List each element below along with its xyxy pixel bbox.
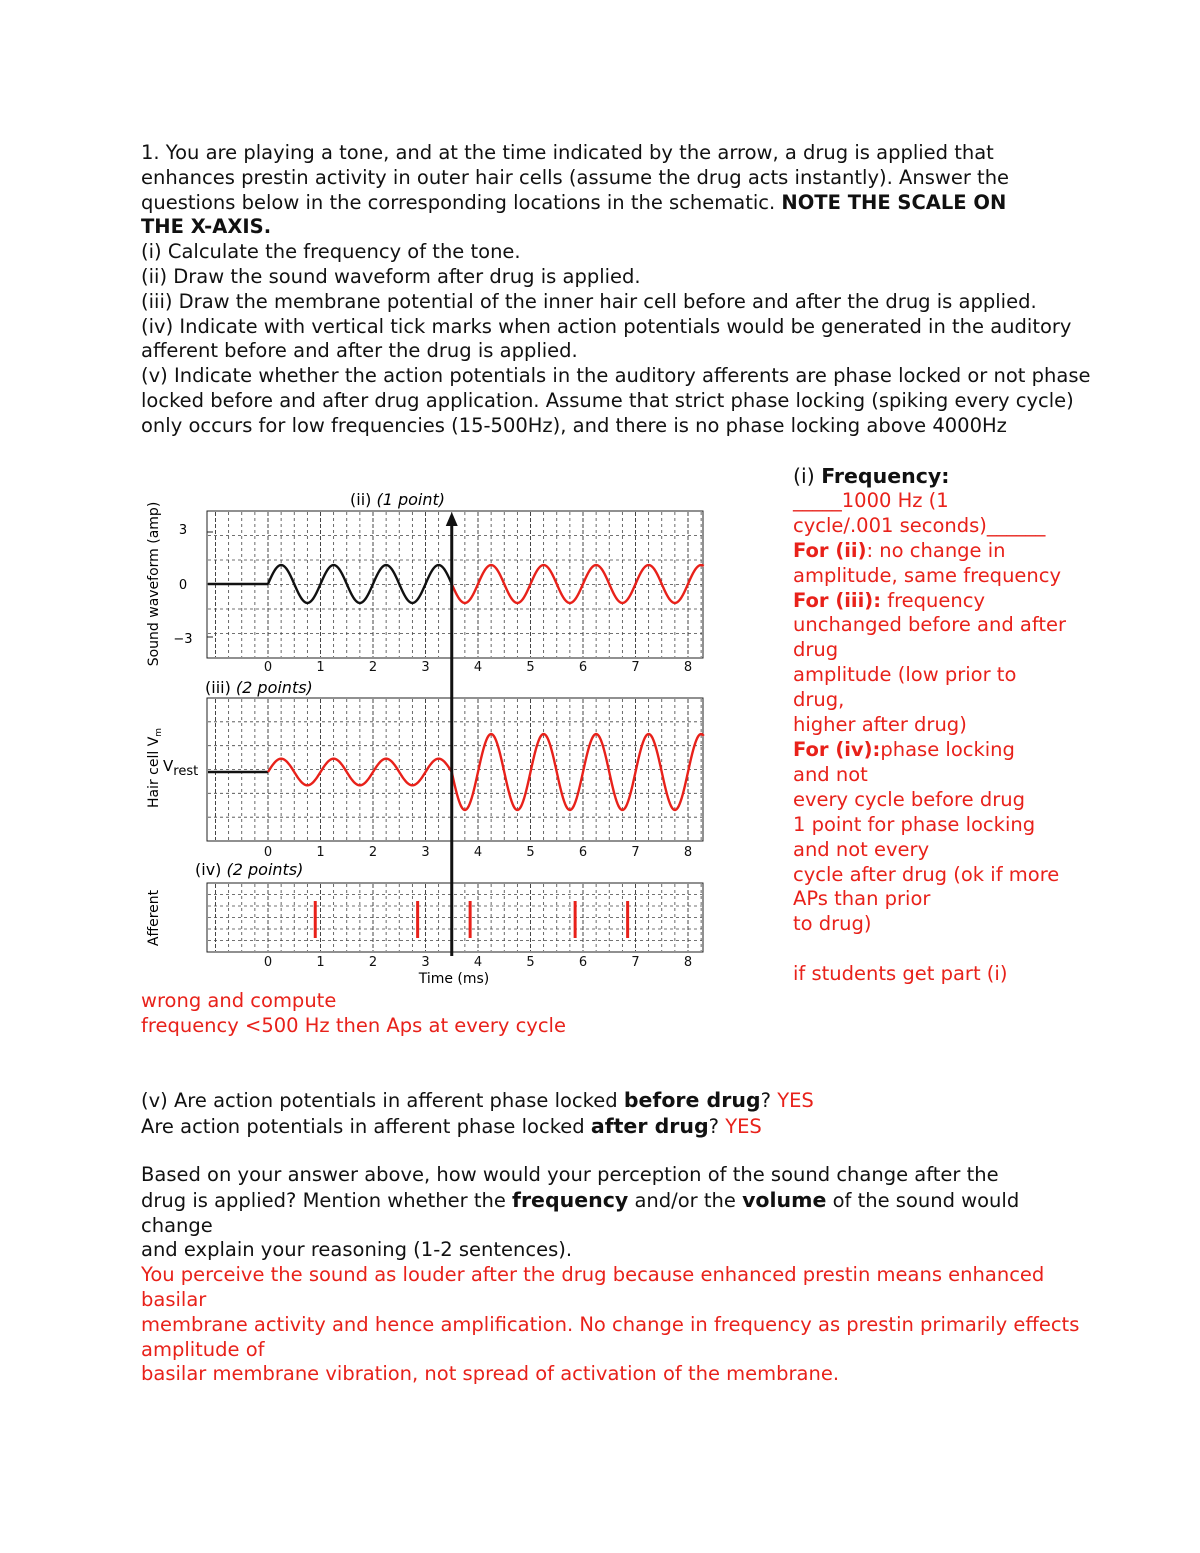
afferent-y-axis-label: Afferent <box>146 889 162 947</box>
vrest-label: Vrest <box>163 757 199 779</box>
part-iv-text-2: afferent before and after the drug is applied. <box>141 339 578 363</box>
sound-y-tick-0: 0 <box>178 578 188 593</box>
sound-panel-x-tick: 6 <box>578 660 588 675</box>
hair-panel-x-tick: 3 <box>421 845 430 860</box>
perception-line-3: change <box>141 1213 213 1237</box>
perception-line-2e: of the sound would <box>826 1188 1020 1212</box>
frequency-emphasis: frequency <box>512 1187 629 1212</box>
frequency-answer-1 <box>793 489 1066 514</box>
sound-panel-x-tick: 7 <box>631 660 640 675</box>
panel-ii-title: (ii) (1 point) <box>350 490 446 509</box>
answer-ii <box>793 539 1066 564</box>
perception-answer-line: basilar membrane vibration, not spread of activation of the membrane. <box>141 1362 840 1386</box>
answer-iv-line: to drug) <box>793 912 872 936</box>
frequency-answer-2 <box>793 514 1066 539</box>
perception-line-1: Based on your answer above, how would your perception of the sound change after the <box>141 1163 999 1186</box>
answer-iv-line: every cycle before drug <box>793 787 1025 811</box>
answer-iii-line: amplitude (low prior to <box>793 663 1017 687</box>
sound-panel-x-tick: 0 <box>263 660 273 675</box>
sound-y-axis-label: Sound waveform (amp) <box>146 501 162 667</box>
hair-panel-x-tick: 5 <box>526 845 535 860</box>
afferent-panel-x-tick: 5 <box>526 955 535 970</box>
frequency-value: _____1000 Hz (1 <box>793 488 949 512</box>
sound-panel-x-tick: 2 <box>368 660 378 675</box>
continuation-line: wrong and compute <box>141 989 337 1012</box>
sound-panel-x-tick: 3 <box>421 660 430 675</box>
after-drug-emphasis: after drug <box>590 1113 709 1138</box>
figure-grid <box>208 512 702 951</box>
question-line-3 <box>141 191 1091 216</box>
part-iii-text: (iii) Draw the membrane potential of the inner hair cell before and after the drug is applied. <box>141 289 1037 313</box>
figure-traces <box>208 512 704 956</box>
part-v-text-2: locked before and after drug application. Assume that strict phase locking (spiking every cycle) <box>141 388 1074 412</box>
part-v-block <box>141 1088 814 1140</box>
part-v-text-1: (v) Indicate whether the action potentials in the auditory afferents are phase locked or not phase <box>141 364 1091 388</box>
hair-panel-x-tick: 4 <box>473 845 483 860</box>
sound-panel-x-tick: 4 <box>473 660 483 675</box>
frequency-calc: cycle/.001 seconds)______ <box>793 513 1046 537</box>
answer-iv-text: phase locking <box>880 737 1015 761</box>
part-v-q2-text: Are action potentials in afferent phase locked <box>141 1114 591 1138</box>
hair-panel-x-tick: 1 <box>316 845 325 860</box>
sound-y-tick-3: 3 <box>178 523 188 538</box>
afferent-panel-x-tick: 0 <box>263 955 273 970</box>
drug-arrow-head <box>446 512 458 526</box>
part-v-answer-before: YES <box>777 1089 814 1112</box>
hair-panel-x-tick: 6 <box>578 845 588 860</box>
question-block <box>141 141 1091 439</box>
perception-line-2 <box>141 1188 1079 1214</box>
students-note: if students get part (i) <box>793 962 1008 986</box>
part-v-q2-suffix: ? <box>708 1114 726 1138</box>
answer-iii-line: drug, <box>793 688 845 712</box>
afferent-panel-x-tick: 6 <box>578 955 588 970</box>
question-line-1: 1. You are playing a tone, and at the time indicated by the arrow, a drug is applied that <box>141 141 994 164</box>
frequency-label: Frequency: <box>821 464 950 488</box>
answer-iv-line: APs than prior <box>793 887 931 911</box>
perception-answer-line: basilar <box>141 1287 207 1311</box>
answer-spacer <box>793 937 1066 962</box>
part-v-question-before <box>141 1088 814 1114</box>
sound-wave-after <box>452 565 704 603</box>
question-line-4: THE X-AXIS. <box>141 215 272 239</box>
continuation-line: frequency <500 Hz then Aps at every cycle <box>141 1013 566 1037</box>
part-v-q1-text: (v) Are action potentials in afferent phase locked <box>141 1089 624 1112</box>
answer-iv-line: cycle after drug (ok if more <box>793 862 1060 886</box>
question-line-2: enhances prestin activity in outer hair cells (assume the drug acts instantly). Answer the <box>141 165 1010 189</box>
perception-line-2c: and/or the <box>628 1188 743 1212</box>
part-i-text: (i) Calculate the frequency of the tone. <box>141 240 521 264</box>
answer-iii-line: unchanged before and after <box>793 613 1067 637</box>
part-v-question-after <box>141 1114 814 1140</box>
volume-emphasis: volume <box>742 1187 827 1212</box>
hair-panel-x-tick: 0 <box>263 845 273 860</box>
students-note-continued <box>141 989 566 1039</box>
x-axis-label: Time (ms) <box>418 971 490 987</box>
hair-panel-x-tick: 8 <box>683 845 693 860</box>
answer-iv-line: and not <box>793 762 868 786</box>
answer-iii <box>793 589 1066 614</box>
perception-answer-line: You perceive the sound as louder after the drug because enhanced prestin means enhanced <box>141 1263 1045 1287</box>
question-line-3-text: questions below in the corresponding locations in the schematic. <box>141 190 782 214</box>
part-ii-text: (ii) Draw the sound waveform after drug is applied. <box>141 264 641 288</box>
answer-iv-line: and not every <box>793 837 930 861</box>
answer-ii-text: : no change in <box>866 538 1006 562</box>
part-v-q1-suffix: ? <box>760 1089 778 1112</box>
answer-iv-label: For (iv): <box>793 737 881 761</box>
sound-y-tick-neg3: −3 <box>173 632 193 647</box>
panel-iv-title: (iv) (2 points) <box>195 860 304 879</box>
perception-line-4: and explain your reasoning (1-2 sentences). <box>141 1238 573 1262</box>
perception-block <box>141 1163 1079 1387</box>
part-iv-text-1: (iv) Indicate with vertical tick marks when action potentials would be generated in the auditory <box>141 314 1072 338</box>
before-drug-emphasis: before drug <box>623 1088 761 1112</box>
answer-iii-label: For (iii): <box>793 588 882 612</box>
perception-answer-line: amplitude of <box>141 1337 265 1361</box>
sound-panel-x-tick: 5 <box>526 660 535 675</box>
afferent-panel-x-tick: 7 <box>631 955 640 970</box>
frequency-prefix: (i) <box>793 464 822 488</box>
answer-ii-label: For (ii) <box>793 538 867 562</box>
panel-iii-title: (iii) (2 points) <box>205 678 313 697</box>
answer-iv-line: 1 point for phase locking <box>793 812 1036 836</box>
afferent-panel-x-tick: 1 <box>316 955 325 970</box>
schematic-figure <box>138 486 718 991</box>
frequency-heading <box>793 464 1066 489</box>
perception-line-2a: drug is applied? Mention whether the <box>141 1188 513 1212</box>
answer-iii-line: drug <box>793 638 839 662</box>
answer-iii-line: higher after drug) <box>793 713 967 737</box>
hair-panel-x-tick: 2 <box>368 845 378 860</box>
afferent-panel-x-tick: 4 <box>473 955 483 970</box>
sound-panel-x-tick: 1 <box>316 660 325 675</box>
answer-iii-text: frequency <box>881 588 986 612</box>
answer-iv <box>793 738 1066 763</box>
answer-column <box>793 464 1066 987</box>
afferent-panel-x-tick: 2 <box>368 955 378 970</box>
hair-panel-x-tick: 7 <box>631 845 640 860</box>
afferent-panel-x-tick: 8 <box>683 955 693 970</box>
afferent-panel-x-tick: 3 <box>421 955 430 970</box>
part-v-answer-after: YES <box>725 1114 762 1138</box>
scale-note: NOTE THE SCALE ON <box>781 190 1007 214</box>
part-v-text-3: only occurs for low frequencies (15-500Hz), and there is no phase locking above 4000Hz <box>141 413 1007 437</box>
answer-ii-2: amplitude, same frequency <box>793 563 1062 587</box>
sound-panel-x-tick: 8 <box>683 660 693 675</box>
hair-y-axis-label: Hair cell $V_m$ <box>146 727 164 809</box>
perception-answer-line: membrane activity and hence amplification. No change in frequency as prestin primarily effects <box>141 1312 1080 1336</box>
